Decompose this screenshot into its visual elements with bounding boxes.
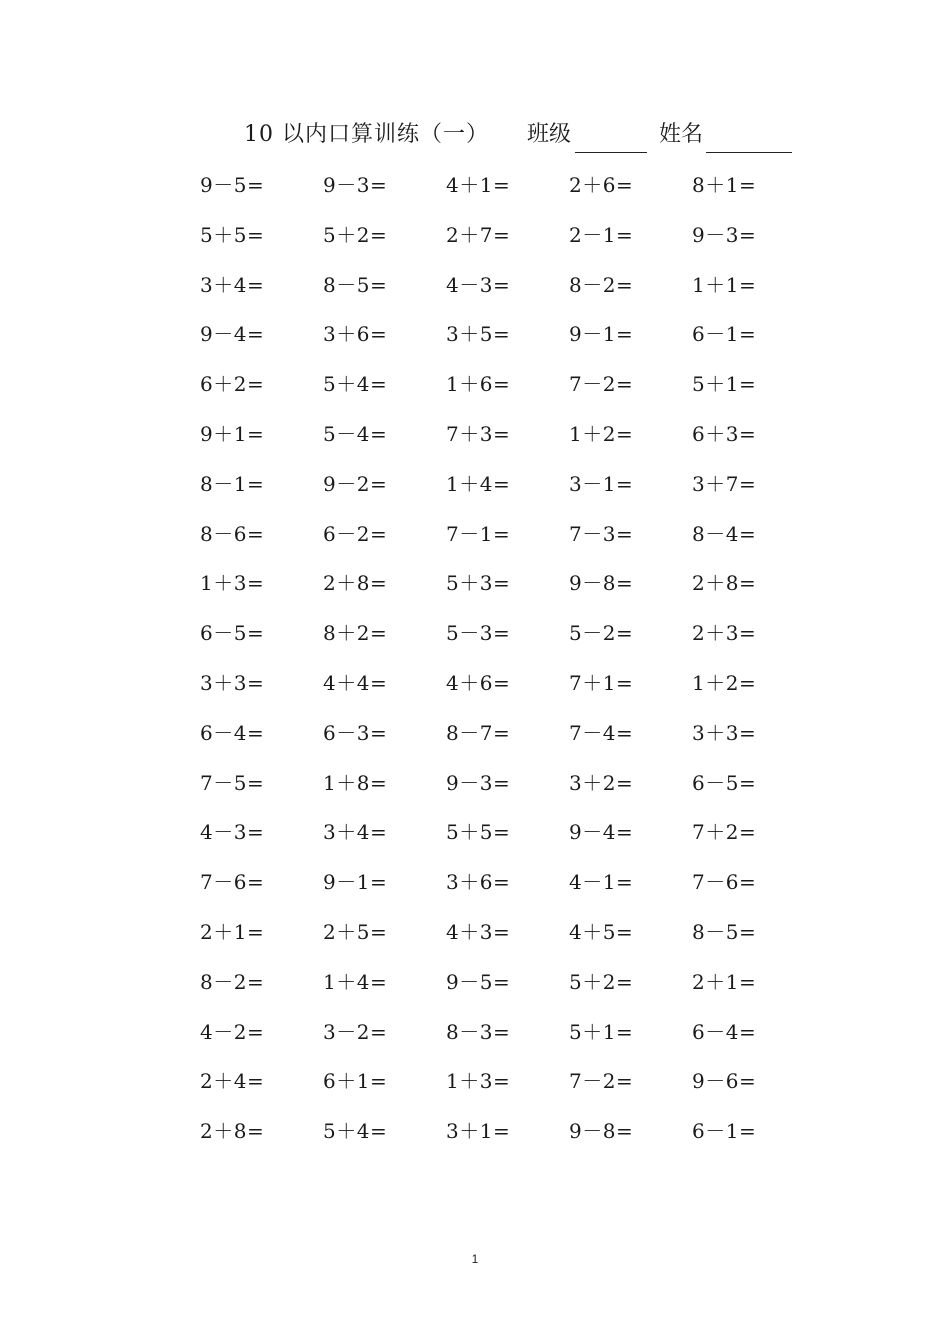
problem-row <box>200 171 820 221</box>
arithmetic-problem: 1＋2= <box>569 421 634 446</box>
worksheet-title: 10 以内口算训练（一） <box>244 122 489 147</box>
arithmetic-problem: 1＋4= <box>323 969 388 994</box>
arithmetic-problem: 5－3= <box>446 621 511 646</box>
arithmetic-problem: 7＋3= <box>446 421 511 446</box>
arithmetic-problem: 2＋4= <box>200 1069 265 1094</box>
arithmetic-problem: 8－3= <box>446 1019 511 1044</box>
arithmetic-problem: 4－3= <box>446 272 511 297</box>
arithmetic-problem: 5＋2= <box>569 969 634 994</box>
arithmetic-problem: 4＋3= <box>446 919 511 944</box>
arithmetic-problem: 1＋4= <box>446 471 511 496</box>
arithmetic-problem: 3＋3= <box>200 670 265 695</box>
arithmetic-problem: 5＋2= <box>323 222 388 247</box>
problem-row <box>200 968 820 1018</box>
problem-row <box>200 221 820 271</box>
arithmetic-problem: 5＋3= <box>446 571 511 596</box>
arithmetic-problem: 4＋4= <box>323 670 388 695</box>
arithmetic-problem: 5＋4= <box>323 372 388 397</box>
arithmetic-problem: 7＋1= <box>569 670 634 695</box>
arithmetic-problem: 6－1= <box>692 322 757 347</box>
arithmetic-problem: 6＋1= <box>323 1069 388 1094</box>
arithmetic-problem: 9－1= <box>323 870 388 895</box>
problem-row <box>200 619 820 669</box>
arithmetic-problem: 2＋3= <box>692 621 757 646</box>
problem-row <box>200 320 820 370</box>
arithmetic-problem: 2＋1= <box>692 969 757 994</box>
arithmetic-problem: 6＋3= <box>692 421 757 446</box>
arithmetic-problem: 6－4= <box>692 1019 757 1044</box>
arithmetic-problem: 5＋1= <box>692 372 757 397</box>
arithmetic-problem: 6＋2= <box>200 372 265 397</box>
arithmetic-problem: 5＋4= <box>323 1119 388 1144</box>
arithmetic-problem: 9＋1= <box>200 421 265 446</box>
arithmetic-problem: 4＋5= <box>569 919 634 944</box>
arithmetic-problem: 2＋8= <box>323 571 388 596</box>
arithmetic-problem: 1＋3= <box>200 571 265 596</box>
arithmetic-problem: 9－4= <box>569 820 634 845</box>
arithmetic-problem: 5－4= <box>323 421 388 446</box>
arithmetic-problem: 5＋1= <box>569 1019 634 1044</box>
arithmetic-problem: 9－3= <box>323 173 388 197</box>
arithmetic-problem: 1＋1= <box>692 272 757 297</box>
arithmetic-problem: 1＋3= <box>446 1069 511 1094</box>
arithmetic-problem: 4＋1= <box>446 173 511 197</box>
problem-row <box>200 918 820 968</box>
arithmetic-problem: 2＋8= <box>692 571 757 596</box>
problem-row <box>200 1018 820 1068</box>
arithmetic-problem: 2－1= <box>569 222 634 247</box>
arithmetic-problem: 9－8= <box>569 1119 634 1144</box>
problem-row <box>200 1117 820 1167</box>
arithmetic-problem: 6－3= <box>323 720 388 745</box>
problem-row <box>200 868 820 918</box>
arithmetic-problem: 9－2= <box>323 471 388 496</box>
arithmetic-problem: 6－5= <box>200 621 265 646</box>
arithmetic-problem: 8－1= <box>200 471 265 496</box>
arithmetic-problem: 9－5= <box>200 173 265 197</box>
arithmetic-problem: 4－2= <box>200 1019 265 1044</box>
arithmetic-problem: 6－2= <box>323 521 388 546</box>
class-blank-line <box>575 152 647 153</box>
name-blank-line <box>706 152 792 153</box>
arithmetic-problem: 7－2= <box>569 372 634 397</box>
problem-row <box>200 370 820 420</box>
arithmetic-problem: 8＋2= <box>323 621 388 646</box>
problem-row <box>200 271 820 321</box>
arithmetic-problem: 6－5= <box>692 770 757 795</box>
arithmetic-problem: 3＋4= <box>200 272 265 297</box>
problem-row <box>200 1067 820 1117</box>
arithmetic-problem: 2＋6= <box>569 173 634 197</box>
arithmetic-problem: 9－4= <box>200 322 265 347</box>
arithmetic-problem: 3＋5= <box>446 322 511 347</box>
arithmetic-problem: 9－6= <box>692 1069 757 1094</box>
arithmetic-problem: 9－3= <box>446 770 511 795</box>
problem-row <box>200 719 820 769</box>
arithmetic-problem: 1＋2= <box>692 670 757 695</box>
arithmetic-problem: 3－2= <box>323 1019 388 1044</box>
arithmetic-problem: 8－5= <box>692 919 757 944</box>
arithmetic-problem: 3＋2= <box>569 770 634 795</box>
page-number: 1 <box>471 1252 479 1266</box>
problem-row <box>200 470 820 520</box>
arithmetic-problem: 8－2= <box>200 969 265 994</box>
arithmetic-problem: 9－5= <box>446 969 511 994</box>
arithmetic-problem: 7－4= <box>569 720 634 745</box>
name-label: 姓名 <box>659 122 704 147</box>
problem-row <box>200 420 820 470</box>
arithmetic-problem: 7－3= <box>569 521 634 546</box>
arithmetic-problem: 3－1= <box>569 471 634 496</box>
arithmetic-problem: 7－5= <box>200 770 265 795</box>
worksheet-header <box>0 118 950 158</box>
arithmetic-problem: 2＋7= <box>446 222 511 247</box>
arithmetic-problem: 7－6= <box>692 870 757 895</box>
arithmetic-problem: 8－4= <box>692 521 757 546</box>
arithmetic-problem: 5＋5= <box>200 222 265 247</box>
arithmetic-problem: 5－2= <box>569 621 634 646</box>
problem-grid <box>200 171 820 1167</box>
arithmetic-problem: 2＋1= <box>200 919 265 944</box>
arithmetic-problem: 8－5= <box>323 272 388 297</box>
arithmetic-problem: 7－1= <box>446 521 511 546</box>
arithmetic-problem: 7＋2= <box>692 820 757 845</box>
arithmetic-problem: 3＋3= <box>692 720 757 745</box>
arithmetic-problem: 4－3= <box>200 820 265 845</box>
problem-row <box>200 818 820 868</box>
arithmetic-problem: 1＋8= <box>323 770 388 795</box>
arithmetic-problem: 6－4= <box>200 720 265 745</box>
problem-row <box>200 520 820 570</box>
arithmetic-problem: 8－6= <box>200 521 265 546</box>
arithmetic-problem: 3＋1= <box>446 1119 511 1144</box>
arithmetic-problem: 3＋6= <box>446 870 511 895</box>
arithmetic-problem: 2＋8= <box>200 1119 265 1144</box>
arithmetic-problem: 9－1= <box>569 322 634 347</box>
class-label: 班级 <box>527 122 572 147</box>
arithmetic-problem: 9－8= <box>569 571 634 596</box>
arithmetic-problem: 4－1= <box>569 870 634 895</box>
arithmetic-problem: 7－6= <box>200 870 265 895</box>
arithmetic-problem: 6－1= <box>692 1119 757 1144</box>
arithmetic-problem: 3＋7= <box>692 471 757 496</box>
problem-row <box>200 669 820 719</box>
arithmetic-problem: 2＋5= <box>323 919 388 944</box>
arithmetic-problem: 8＋1= <box>692 173 757 197</box>
arithmetic-problem: 4＋6= <box>446 670 511 695</box>
arithmetic-problem: 8－2= <box>569 272 634 297</box>
arithmetic-problem: 3＋6= <box>323 322 388 347</box>
arithmetic-problem: 7－2= <box>569 1069 634 1094</box>
arithmetic-problem: 5＋5= <box>446 820 511 845</box>
problem-row <box>200 569 820 619</box>
arithmetic-problem: 3＋4= <box>323 820 388 845</box>
arithmetic-problem: 9－3= <box>692 222 757 247</box>
arithmetic-problem: 1＋6= <box>446 372 511 397</box>
arithmetic-problem: 8－7= <box>446 720 511 745</box>
problem-row <box>200 769 820 819</box>
